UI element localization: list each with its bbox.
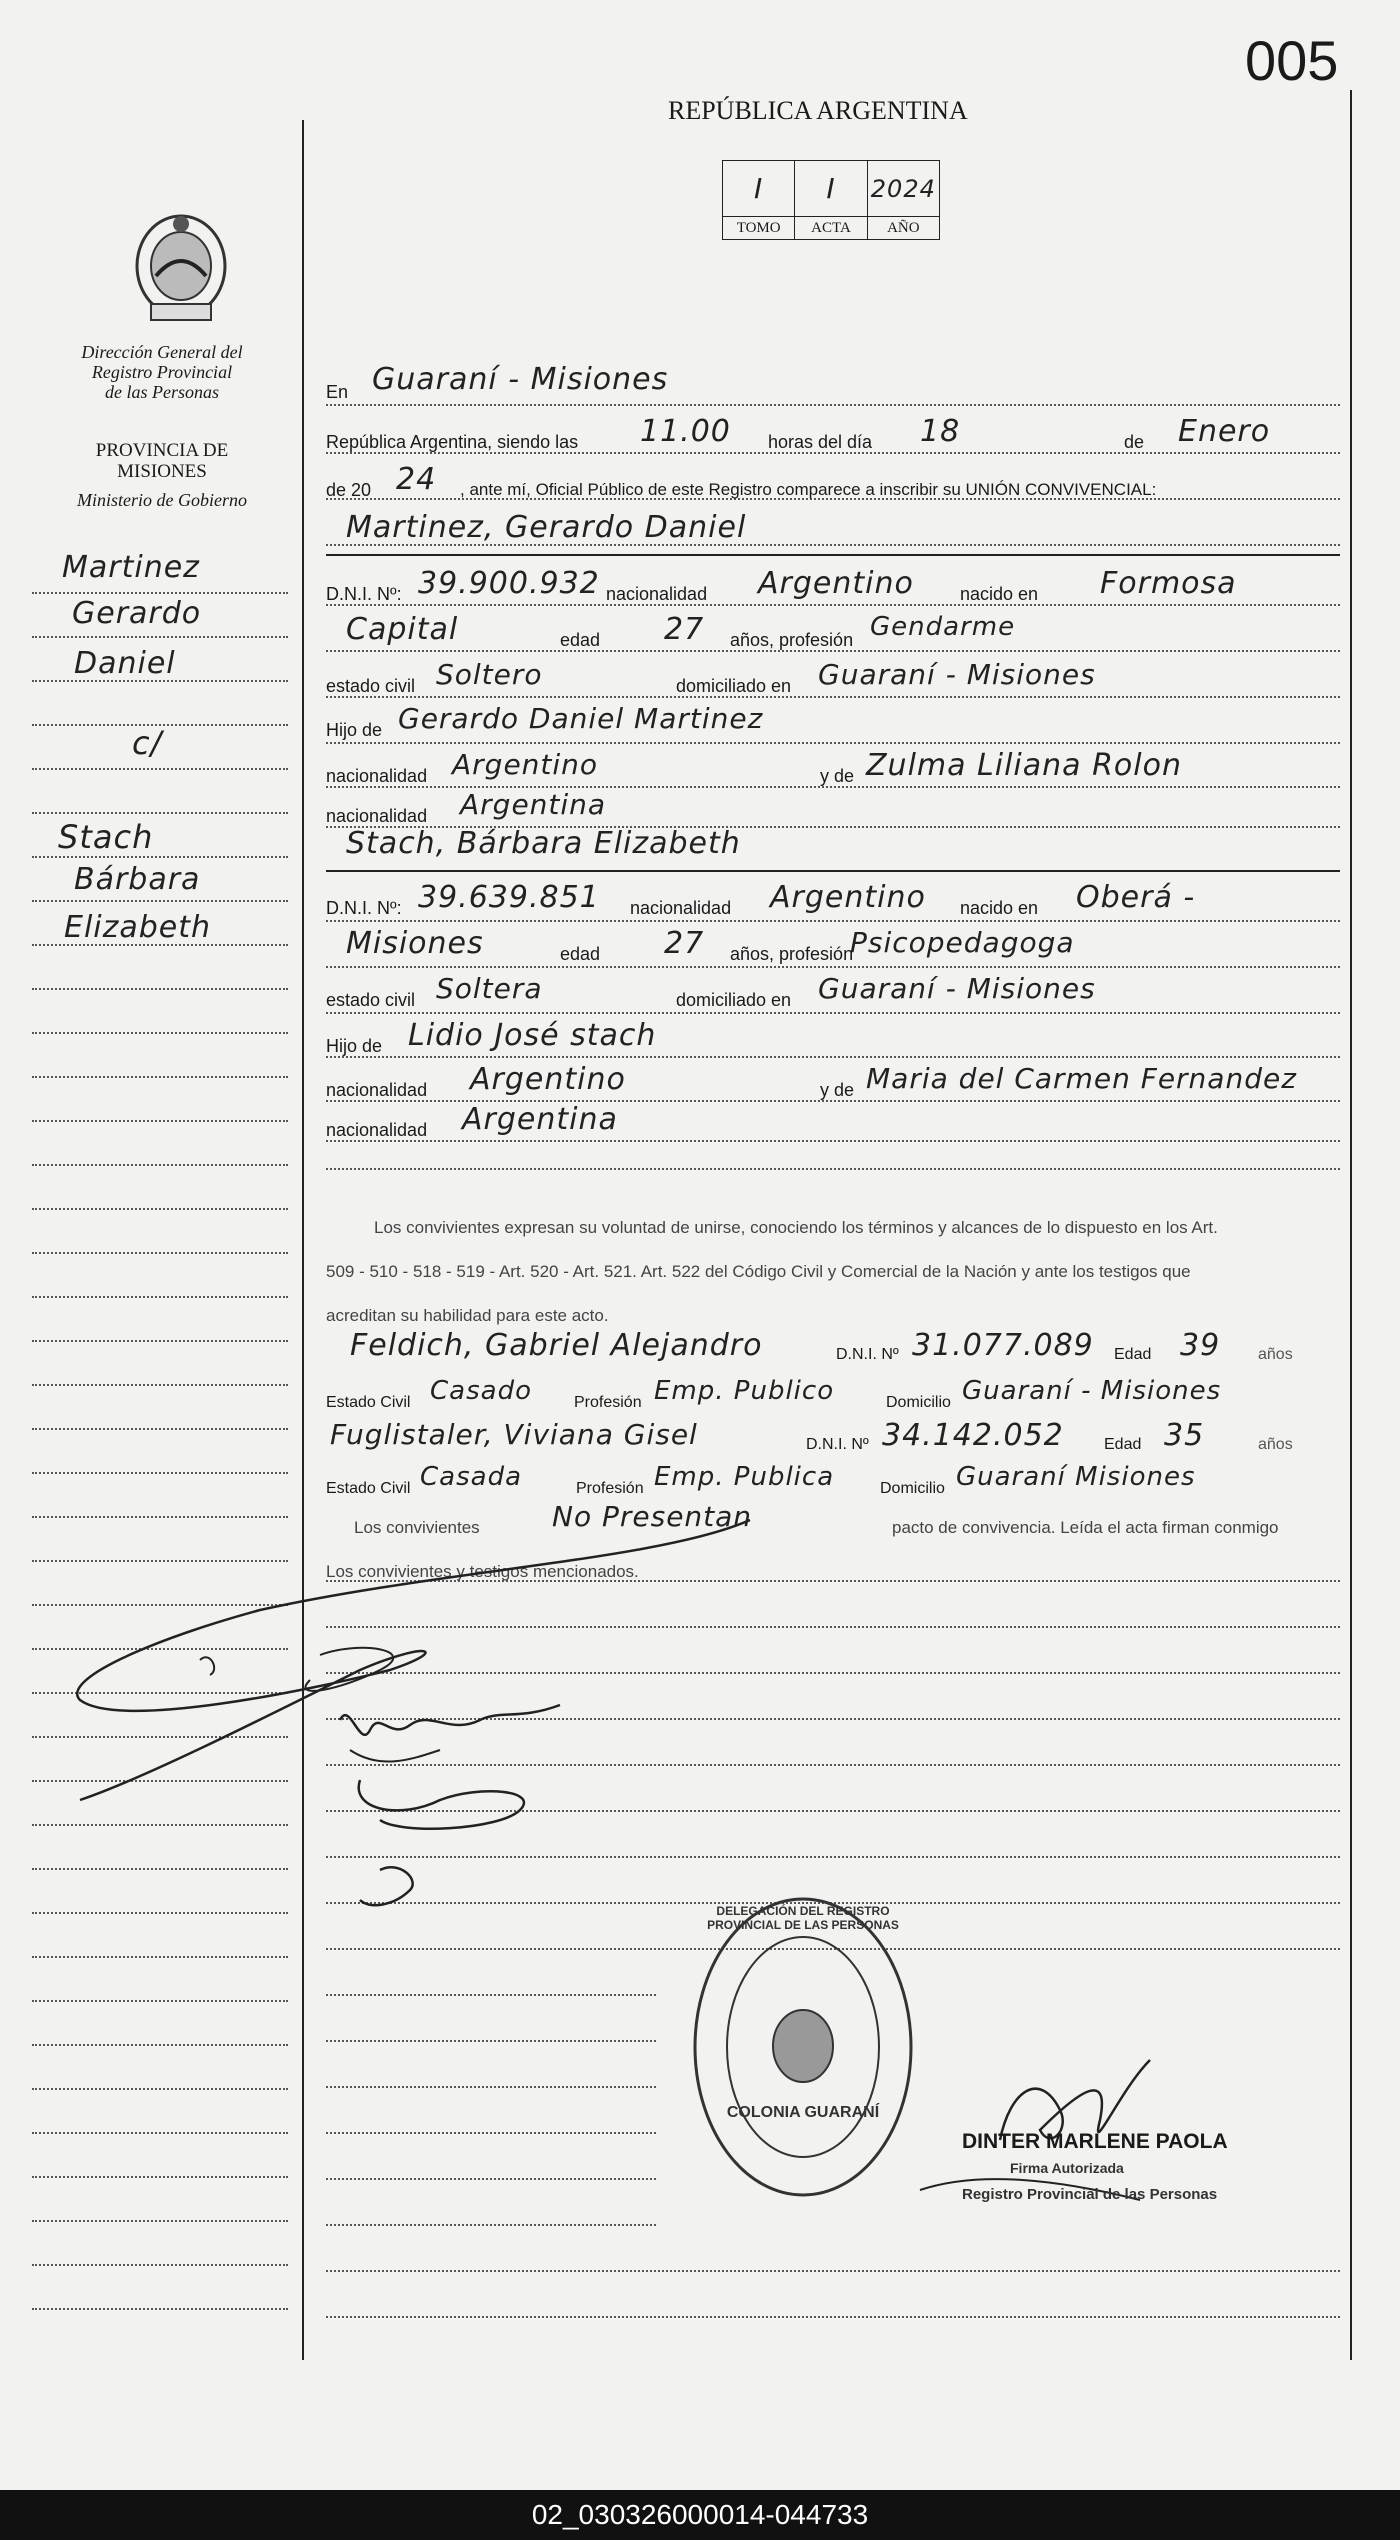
nacionalidad-label: nacionalidad xyxy=(326,1120,428,1140)
anio-label: AÑO xyxy=(868,216,939,239)
sidebar-ruled-line xyxy=(32,2132,288,2134)
person2-birthplace-2: Misiones xyxy=(346,926,484,961)
sidebar-ruled-line xyxy=(32,2044,288,2046)
legal-line: acreditan su habilidad para este acto. xyxy=(326,1306,609,1325)
person1-birthplace-2: Capital xyxy=(346,612,459,647)
person1-age: 27 xyxy=(664,612,705,647)
witness1-age: 39 xyxy=(1180,1328,1221,1363)
sidebar-name-line: Stach xyxy=(58,818,154,856)
sidebar-ruled-line xyxy=(32,856,288,858)
country-heading: REPÚBLICA ARGENTINA xyxy=(668,96,968,125)
main-ruled-line xyxy=(326,604,1340,606)
registry-seal xyxy=(692,1896,914,2198)
main-ruled-line xyxy=(326,742,1340,744)
witness-estado-civil-label: Estado Civil xyxy=(326,1480,411,1497)
acta-value: I xyxy=(826,172,836,205)
sidebar-ruled-line xyxy=(32,812,288,814)
witness-profesion-label: Profesión xyxy=(574,1394,642,1411)
tomo-acta-year-box xyxy=(722,160,940,240)
hijo-de-label: Hijo de xyxy=(326,1036,383,1056)
dni-label: D.N.I. Nº: xyxy=(326,584,402,604)
main-ruled-line xyxy=(326,1168,1340,1170)
horas-label: horas del día xyxy=(768,432,873,452)
sidebar-ruled-line xyxy=(32,1164,288,1166)
sidebar-ruled-line xyxy=(32,2220,288,2222)
edad-label: edad xyxy=(560,630,601,650)
sidebar-org-line: Registro Provincial xyxy=(91,362,233,382)
person1-mother: Zulma Liliana Rolon xyxy=(866,748,1182,783)
legal-paragraph xyxy=(326,1206,1346,1338)
sidebar-ruled-line xyxy=(32,768,288,770)
sidebar-ruled-line xyxy=(32,1384,288,1386)
witness2-age: 35 xyxy=(1164,1418,1205,1453)
seal-inner-text: COLONIA GUARANÍ xyxy=(726,2104,880,2121)
person1-dni: 39.900.932 xyxy=(418,566,600,601)
witness1-address: Guaraní - Misiones xyxy=(962,1376,1222,1406)
nacionalidad-label: nacionalidad xyxy=(326,806,428,826)
witness-dni-label: D.N.I. Nº xyxy=(806,1436,869,1453)
sidebar-province-line: PROVINCIA DE xyxy=(95,440,229,461)
hour-value: 11.00 xyxy=(640,414,731,449)
person2-birthplace: Oberá - xyxy=(1076,880,1196,915)
witness1-name: Feldich, Gabriel Alejandro xyxy=(350,1328,763,1363)
sidebar-ruled-line xyxy=(32,1472,288,1474)
person2-name: Stach, Bárbara Elizabeth xyxy=(346,826,741,861)
witness1-dni: 31.077.089 xyxy=(912,1328,1094,1363)
dni-label: D.N.I. Nº: xyxy=(326,898,402,918)
legal-line: Los convivientes expresan su voluntad de unirse, conociendo los términos y alcances de lo dispuesto en los Art. xyxy=(374,1218,1218,1237)
main-ruled-line xyxy=(326,2316,1340,2318)
witness-dni-label: D.N.I. Nº xyxy=(836,1346,899,1363)
tomo-value: I xyxy=(754,172,764,205)
witness2-civil-status: Casada xyxy=(420,1462,523,1492)
person1-name: Martinez, Gerardo Daniel xyxy=(346,510,747,545)
year-suffix-value: 24 xyxy=(396,462,437,497)
witness2-address: Guaraní Misiones xyxy=(956,1462,1196,1492)
sidebar-ruled-line xyxy=(32,1076,288,1078)
main-ruled-line xyxy=(326,920,1340,922)
convivientes-label: Los convivientes xyxy=(354,1518,480,1537)
main-ruled-line xyxy=(326,2270,1340,2272)
main-ruled-line xyxy=(326,696,1340,698)
person1-address: Guaraní - Misiones xyxy=(818,658,1096,691)
person2-address: Guaraní - Misiones xyxy=(818,972,1096,1005)
sidebar-ruled-line xyxy=(32,592,288,594)
witness2-name: Fuglistaler, Viviana Gisel xyxy=(330,1418,698,1451)
witness-anios-label: años xyxy=(1258,1346,1293,1363)
officer-name: DINTER MARLENE PAOLA xyxy=(962,2130,1228,2153)
main-ruled-line xyxy=(326,1056,1340,1058)
right-margin-rule xyxy=(1350,90,1352,2360)
sidebar-name-line: Martinez xyxy=(62,550,200,585)
y-de-label: y de xyxy=(820,1080,855,1100)
edad-label: edad xyxy=(560,944,601,964)
year-prefix: de 20 xyxy=(326,480,372,500)
nacido-en-label: nacido en xyxy=(960,898,1039,918)
person2-civil-status: Soltera xyxy=(436,972,543,1005)
person1-nationality: Argentino xyxy=(758,566,914,601)
witness2-profession: Emp. Publica xyxy=(654,1462,835,1492)
main-ruled-line xyxy=(326,2086,656,2088)
person2-profession: Psicopedagoga xyxy=(850,926,1075,959)
seal-outer-text: DELEGACIÓN DEL REGISTRO PROVINCIAL DE LAS PERSONAS xyxy=(707,1904,899,1932)
sidebar-ruled-line xyxy=(32,2088,288,2090)
anios-profesion-label: años, profesión xyxy=(730,944,854,964)
domiciliado-label: domiciliado en xyxy=(676,676,792,696)
sidebar-name-line: Daniel xyxy=(74,646,176,681)
person2-mother: Maria del Carmen Fernandez xyxy=(866,1062,1297,1095)
sidebar-ministry: Ministerio de Gobierno xyxy=(77,490,247,510)
sidebar-ruled-line xyxy=(32,1340,288,1342)
sign-text: Los convivientes y testigos mencionados. xyxy=(326,1562,639,1581)
tomo-label: TOMO xyxy=(723,216,794,239)
left-margin-rule xyxy=(302,120,304,2360)
witness-domicilio-label: Domicilio xyxy=(886,1394,951,1411)
anio-value: 2024 xyxy=(870,174,936,203)
sidebar-ruled-line xyxy=(32,1208,288,1210)
sidebar-name-line: Elizabeth xyxy=(64,910,212,945)
sidebar-ruled-line xyxy=(32,900,288,902)
main-ruled-line xyxy=(326,1140,1340,1142)
person1-father-nationality: Argentino xyxy=(452,748,599,781)
person2-mother-nationality: Argentina xyxy=(462,1102,618,1137)
sidebar-ruled-line xyxy=(32,1120,288,1122)
estado-civil-label: estado civil xyxy=(326,990,416,1010)
witness-signatures xyxy=(320,1690,620,1920)
person2-father: Lidio José stach xyxy=(408,1018,657,1053)
sidebar-org xyxy=(42,342,282,402)
section-divider xyxy=(326,554,1340,556)
nacionalidad-label: nacionalidad xyxy=(606,584,708,604)
sidebar-ruled-line xyxy=(32,2176,288,2178)
sidebar-ruled-line xyxy=(32,1296,288,1298)
main-ruled-line xyxy=(326,2132,656,2134)
de-label: de xyxy=(1124,432,1145,452)
hijo-de-label: Hijo de xyxy=(326,720,383,740)
nacionalidad-label: nacionalidad xyxy=(326,766,428,786)
province-emblem-icon xyxy=(126,206,236,332)
main-ruled-line xyxy=(326,404,1340,406)
person2-age: 27 xyxy=(664,926,705,961)
section-divider xyxy=(326,870,1340,872)
month-value: Enero xyxy=(1178,414,1271,449)
witness-anios-label: años xyxy=(1258,1436,1293,1453)
page-number: 005 xyxy=(1245,29,1339,92)
sidebar-ruled-line xyxy=(32,1252,288,1254)
domiciliado-label: domiciliado en xyxy=(676,990,792,1010)
sidebar-ruled-line xyxy=(32,2264,288,2266)
y-de-label: y de xyxy=(820,766,855,786)
witness1-profession: Emp. Publico xyxy=(654,1376,835,1406)
pact-value: No Presentan xyxy=(552,1500,753,1533)
estado-civil-label: estado civil xyxy=(326,676,416,696)
witness-estado-civil-label: Estado Civil xyxy=(326,1394,411,1411)
statement-text: , ante mí, Oficial Público de este Registro comparece a inscribir su UNIÓN CONVIVENCIAL: xyxy=(460,480,1157,499)
sidebar-ruled-line xyxy=(32,1032,288,1034)
legal-line: 509 - 510 - 518 - 519 - Art. 520 - Art. 521. Art. 522 del Código Civil y Comercial de la Nación y ante los testigos que xyxy=(326,1262,1191,1281)
person1-father: Gerardo Daniel Martinez xyxy=(398,702,764,735)
person1-birthplace: Formosa xyxy=(1100,566,1237,601)
document-barcode-id: 02_030326000014-044733 xyxy=(0,2490,1400,2540)
sidebar-province-line: MISIONES xyxy=(117,461,207,482)
person1-profession: Gendarme xyxy=(870,612,1016,642)
witness2-dni: 34.142.052 xyxy=(882,1418,1064,1453)
witness1-civil-status: Casado xyxy=(430,1376,532,1406)
person1-civil-status: Soltero xyxy=(436,658,543,691)
sidebar-org-line: de las Personas xyxy=(105,382,219,402)
sidebar-province xyxy=(42,440,282,482)
seal-emblem-icon xyxy=(692,1896,914,2198)
pact-text: pacto de convivencia. Leída el acta firman conmigo xyxy=(892,1518,1279,1537)
officer-title: Firma Autorizada xyxy=(1010,2160,1124,2176)
witness-edad-label: Edad xyxy=(1104,1436,1142,1453)
person1-mother-nationality: Argentina xyxy=(460,788,607,821)
main-ruled-line xyxy=(326,1994,656,1996)
sidebar-name-line: Bárbara xyxy=(74,862,201,897)
sidebar-name-line: c/ xyxy=(132,724,163,762)
main-ruled-line xyxy=(326,2040,656,2042)
sidebar-name-line: Gerardo xyxy=(72,596,202,631)
sidebar-ruled-line xyxy=(32,2308,288,2310)
main-ruled-line xyxy=(326,1012,1340,1014)
nacionalidad-label: nacionalidad xyxy=(326,1080,428,1100)
person2-dni: 39.639.851 xyxy=(418,880,600,915)
sidebar-ruled-line xyxy=(32,2000,288,2002)
sidebar-ruled-line xyxy=(32,988,288,990)
acta-label: ACTA xyxy=(795,216,866,239)
main-ruled-line xyxy=(326,966,1340,968)
place-value: Guaraní - Misiones xyxy=(372,362,669,397)
officer-org: Registro Provincial de las Personas xyxy=(962,2186,1218,2203)
witness-edad-label: Edad xyxy=(1114,1346,1152,1363)
person2-nationality: Argentino xyxy=(770,880,926,915)
sidebar-ruled-line xyxy=(32,636,288,638)
sidebar-org-line: Dirección General del xyxy=(81,342,243,362)
sidebar-ruled-line xyxy=(32,1428,288,1430)
anios-profesion-label: años, profesión xyxy=(730,630,854,650)
nacionalidad-label: nacionalidad xyxy=(630,898,732,918)
witness-profesion-label: Profesión xyxy=(576,1480,644,1497)
en-label: En xyxy=(326,382,349,402)
main-ruled-line xyxy=(326,2178,656,2180)
nacido-en-label: nacido en xyxy=(960,584,1039,604)
main-ruled-line xyxy=(326,2224,656,2226)
day-value: 18 xyxy=(920,414,961,449)
person2-father-nationality: Argentino xyxy=(470,1062,626,1097)
witness-domicilio-label: Domicilio xyxy=(880,1480,945,1497)
republica-text: República Argentina, siendo las xyxy=(326,432,579,452)
